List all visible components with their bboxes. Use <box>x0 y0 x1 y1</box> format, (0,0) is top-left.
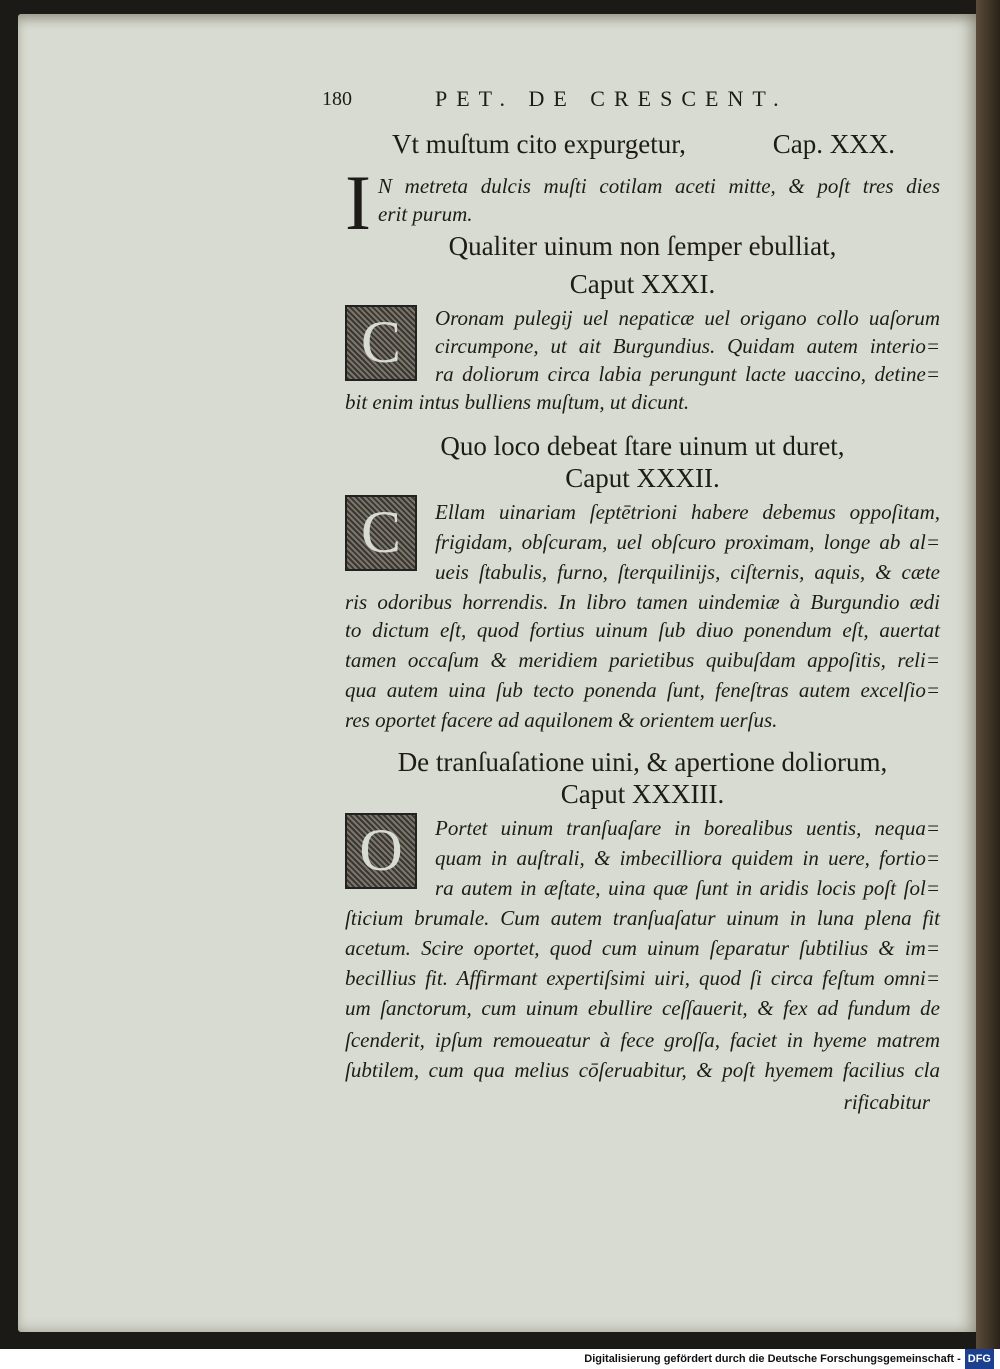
text-line: Oronam pulegij uel nepaticæ uel origano collo uaſorum <box>435 306 940 330</box>
text-line: tamen occaſum & meridiem parietibus quibuſdam appoſitis, reli= <box>345 648 940 672</box>
text-line: ueis ſtabulis, furno, ſterquilinijs, ciſternis, aquis, & cæte <box>435 560 940 584</box>
text-line: ra doliorum circa labia perungunt lacte uaccino, detine= <box>435 362 940 386</box>
text-line: erit purum. <box>378 202 473 226</box>
text-line: ra autem in æſtate, uina quæ ſunt in aridis locis poſt ſol= <box>435 876 940 900</box>
text-line: bit enim intus bulliens muſtum, ut dicunt. <box>345 390 690 414</box>
initial-letter: I <box>345 159 371 246</box>
decorated-initial: C <box>345 495 417 571</box>
footer-text: Digitalisierung gefördert durch die Deutsche Forschungsgemeinschaft - <box>584 1353 961 1365</box>
text-line: N metreta dulcis muſti cotilam aceti mitte, & poſt tres dies <box>378 174 940 198</box>
text-line: ſticium brumale. Cum autem tranſuaſatur uinum in luna plena fit <box>345 906 940 930</box>
text-line: Portet uinum tranſuaſare in borealibus uentis, nequa= <box>435 816 940 840</box>
chapter-number: Caput XXXI. <box>569 269 716 299</box>
text-line: ſcenderit, ipſum remoueatur à fece groſſa, faciet in hyeme matrem <box>345 1028 940 1052</box>
text-line: Ellam uinariam ſeptētrioni habere debemus oppoſitam, <box>435 500 940 524</box>
text-line: acetum. Scire oportet, quod cum uinum ſeparatur ſubtilius & im= <box>345 936 940 960</box>
book-binding <box>976 0 1000 1350</box>
text-line: circumpone, ut ait Burgundius. Quidam autem interio= <box>435 334 940 358</box>
decorated-initial: C <box>345 305 417 381</box>
chapter-number: Caput XXXII. <box>565 463 720 493</box>
text-line: to dictum eſt, quod fortius uinum ſub diuo ponendum eſt, auertat <box>345 618 940 642</box>
page-number: 180 <box>322 88 352 110</box>
text-line: frigidam, obſcuram, uel obſcuro proximam, longe ab al= <box>435 530 940 554</box>
chapter-title: De tranſuaſatione uini, & apertione doliorum, <box>397 747 888 777</box>
text-line: qua autem uina ſub tecto ponenda ſunt, feneſtras autem excelſio= <box>345 678 940 702</box>
chapter-title: Vt muſtum cito expurgetur, <box>392 129 686 159</box>
footer-credit <box>0 1349 1000 1369</box>
text-line: res oportet facere ad aquilonem & orientem uerſus. <box>345 708 778 732</box>
text-line: becillius fit. Affirmant expertiſsimi uiri, quod ſi circa feſtum omni= <box>345 966 940 990</box>
dfg-logo: DFG <box>965 1349 994 1369</box>
chapter-number: Cap. XXX. <box>772 129 895 159</box>
text-line: ſubtilem, cum qua melius cōſeruabitur, & poſt hyemem facilius cla <box>345 1058 940 1082</box>
catchword: rificabitur <box>843 1090 930 1114</box>
chapter-number: Caput XXXIII. <box>560 779 725 809</box>
running-head: PET. DE CRESCENT. <box>435 86 788 111</box>
chapter-title: Qualiter uinum non ſemper ebulliat, <box>448 231 837 261</box>
decorated-initial: O <box>345 813 417 889</box>
text-line: quam in auſtrali, & imbecilliora quidem in uere, fortio= <box>435 846 940 870</box>
text-line: um ſanctorum, cum uinum ebullire ceſſauerit, & fex ad fundum de <box>345 996 940 1020</box>
text-line: ris odoribus horrendis. In libro tamen uindemiæ à Burgundio ædi <box>345 590 940 614</box>
chapter-title: Quo loco debeat ſtare uinum ut duret, <box>440 431 845 461</box>
